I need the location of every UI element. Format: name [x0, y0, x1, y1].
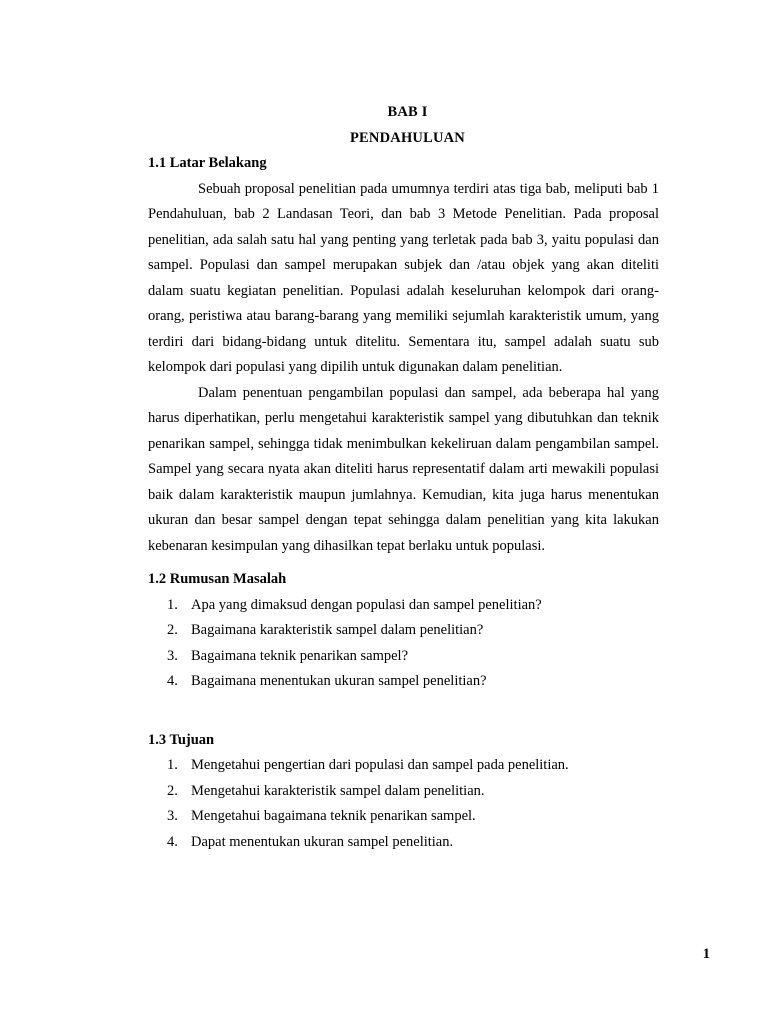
list-item-number: 2. — [167, 622, 178, 638]
list-item-number: 2. — [167, 782, 178, 799]
list-item — [148, 830, 659, 856]
list-item — [148, 753, 659, 779]
list-item-number: 1. — [167, 757, 178, 773]
list-item-number: 3. — [167, 808, 178, 824]
list-item — [148, 618, 659, 644]
section-heading-latar-belakang: 1.1 Latar Belakang — [148, 155, 267, 171]
list-item-text: Bagaimana teknik penarikan sampel? — [191, 647, 409, 664]
list-item-text: Dapat menentukan ukuran sampel penelitian. — [191, 833, 454, 850]
list-item — [148, 593, 659, 619]
chapter-subtitle: PENDAHULUAN — [350, 129, 465, 146]
list-item — [148, 669, 659, 695]
paragraph-latar-belakang-2: Dalam penentuan pengambilan populasi dan sampel, ada beberapa hal yang harus diperhatikan, perlu mengetahui karakteristik sampel yang dibutuhkan dan teknik penarikan sampel, sehingga tidak menimbulkan kekeliruan dalam pengambilan sampel. Sampel yang secara nyata akan diteliti harus representatif dalam arti mewakili populasi baik dalam karakteristik maupun jumlahnya. Kemudian, kita juga harus menentukan ukuran dan besar sampel dengan tepat sehingga dalam penelitian yang kita lakukan kebenaran kesimpulan yang dihasilkan tepat berlaku untuk populasi. — [148, 384, 659, 554]
paragraph-latar-belakang-1: Sebuah proposal penelitian pada umumnya terdiri atas tiga bab, meliputi bab 1 Pendahuluan, bab 2 Landasan Teori, dan bab 3 Metode Penelitian. Pada proposal penelitian, ada salah satu hal yang penting yang terletak pada bab 3, yaitu populasi dan sampel. Populasi dan sampel merupakan subjek dan /atau objek yang akan diteliti dalam suatu kegiatan penelitian. Populasi adalah keseluruhan kelompok dari orang-orang, peristiwa atau barang-barang yang memiliki sejumlah karakteristik umum, yang terdiri dari bidang-bidang untuk ditelitu. Sementara itu, sampel adalah suatu sub kelompok dari populasi yang dipilih untuk digunakan dalam penelitian. — [148, 180, 659, 375]
list-item-text: Mengetahui bagaimana teknik penarikan sampel. — [191, 808, 476, 824]
list-item-text: Bagaimana menentukan ukuran sampel penelitian? — [191, 673, 487, 689]
list-tujuan — [148, 753, 659, 855]
list-item — [148, 804, 659, 830]
list-item — [148, 644, 659, 670]
list-rumusan-masalah — [148, 593, 659, 695]
list-item-number: 1. — [167, 596, 178, 613]
document-content — [148, 100, 659, 855]
chapter-title: BAB I — [387, 104, 428, 120]
list-item — [148, 779, 659, 805]
list-item-text: Bagaimana karakteristik sampel dalam penelitian? — [191, 622, 484, 638]
page-number: 1 — [702, 946, 710, 962]
section-heading-rumusan-masalah: 1.2 Rumusan Masalah — [148, 571, 287, 587]
list-item-text: Apa yang dimaksud dengan populasi dan sampel penelitian? — [191, 596, 542, 613]
section-heading-tujuan: 1.3 Tujuan — [148, 731, 215, 748]
list-item-number: 3. — [167, 647, 178, 664]
list-item-number: 4. — [167, 673, 178, 689]
list-item-number: 4. — [167, 833, 178, 850]
list-item-text: Mengetahui karakteristik sampel dalam penelitian. — [191, 782, 485, 799]
list-item-text: Mengetahui pengertian dari populasi dan sampel pada penelitian. — [191, 757, 569, 773]
